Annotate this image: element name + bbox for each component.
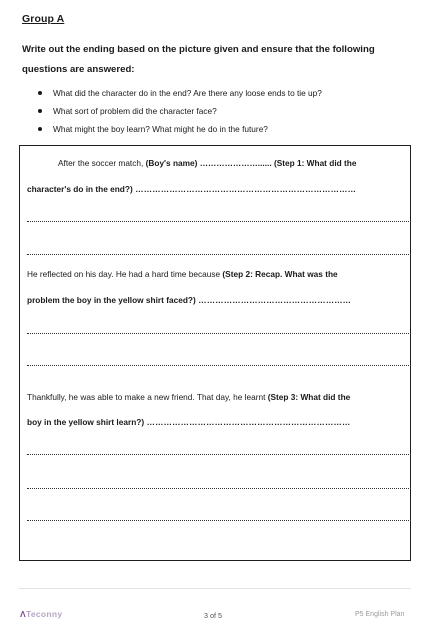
footer-divider [18,588,411,589]
answer-line-6: boy in the yellow shirt learn?) ……………………………………………………………… [27,417,351,427]
answer-box[interactable] [19,145,411,561]
answer-line-1: After the soccer match, (Boy's name) …………………...... (Step 1: What did the [58,158,357,168]
answer-line-2: character's do in the end?) …………………………………………………………………… [27,184,357,194]
bullet-icon [38,127,42,131]
question-item: What sort of problem did the character face? [38,102,418,120]
question-item: What might the boy learn? What might he do in the future? [38,120,418,138]
writing-line[interactable] [27,333,411,334]
answer-line-3: He reflected on his day. He had a hard time because (Step 2: Recap. What was the [27,269,338,279]
instruction-text: Write out the ending based on the picture given and ensure that the following questions are answered: [22,44,375,75]
writing-line[interactable] [27,254,411,255]
answer-line-5: Thankfully, he was able to make a new friend. That day, he learnt (Step 3: What did the [27,392,351,402]
writing-line[interactable] [27,520,411,521]
writing-line[interactable] [27,365,411,366]
writing-line[interactable] [27,488,411,489]
answer-line-4: problem the boy in the yellow shirt faced?) ……………………………………………… [27,295,352,305]
footer-label: P5 English Plan [355,611,405,618]
brand-logo: ΛTeconny [20,609,63,619]
bullet-icon [38,109,42,113]
bullet-icon [38,91,42,95]
writing-line[interactable] [27,221,411,222]
question-list [38,84,418,138]
question-item: What did the character do in the end? Are there any loose ends to tie up? [38,84,418,102]
page-number: 3 of 5 [204,611,222,620]
writing-line[interactable] [27,454,411,455]
section-title: Group A [22,13,65,25]
